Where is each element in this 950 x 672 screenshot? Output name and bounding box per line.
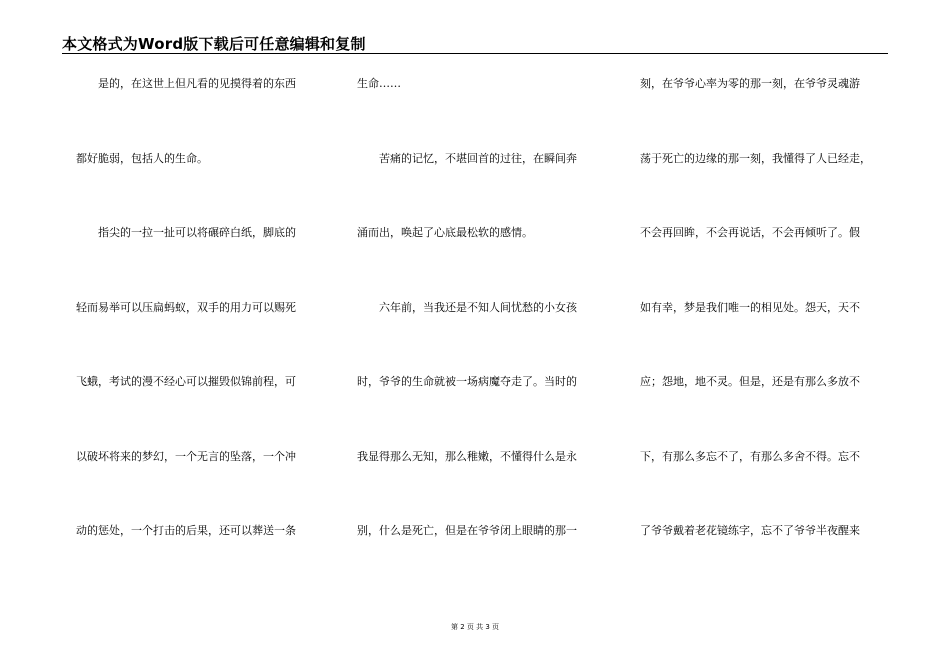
- text-line: 我显得那么无知，那么稚嫩，不懂得什么是永: [357, 449, 577, 463]
- text-line: 飞蛾，考试的漫不经心可以摧毁似锦前程，可: [76, 375, 296, 388]
- text-column-1: [76, 74, 324, 596]
- text-line: 指尖的一拉一扯可以将碾碎白纸，脚底的: [76, 226, 296, 239]
- document-header-title: 本文格式为Word版下载后可任意编辑和复制: [62, 35, 366, 53]
- text-line: 应；怨地，地不灵。但是，还是有那么多放不: [640, 375, 860, 388]
- text-line: 别，什么是死亡，但是在爷爷闭上眼睛的那一: [357, 524, 577, 537]
- text-line: 苦痛的记忆，不堪回首的过往，在瞬间奔: [357, 151, 577, 165]
- page-number: 第 2 页 共 3 页: [450, 623, 500, 631]
- text-column-3: [640, 74, 890, 596]
- text-line: 以破坏将来的梦幻，一个无言的坠落，一个冲: [76, 449, 296, 463]
- text-line: 如有幸，梦是我们唯一的相见处。怨天，天不: [640, 300, 860, 314]
- text-line: 了爷爷戴着老花镜练字，忘不了爷爷半夜醒来: [640, 524, 860, 537]
- text-line: 下，有那么多忘不了，有那么多舍不得。忘不: [640, 449, 860, 463]
- text-line: 生命……: [357, 77, 401, 90]
- text-line: 荡于死亡的边缘的那一刻，我懂得了人已经走，: [640, 151, 871, 165]
- text-line: 是的，在这世上但凡看的见摸得着的东西: [76, 77, 296, 90]
- text-line: 不会再回眸，不会再说话，不会再倾听了。假: [640, 226, 860, 239]
- text-line: 刻，在爷爷心率为零的那一刻，在爷爷灵魂游: [640, 77, 860, 90]
- text-line: 涌而出，唤起了心底最松软的感情。: [357, 226, 533, 239]
- text-line: 时，爷爷的生命就被一场病魔夺走了。当时的: [357, 375, 577, 388]
- text-column-2: [357, 74, 605, 596]
- text-line: 动的惩处，一个打击的后果，还可以葬送一条: [76, 524, 296, 537]
- text-line: 六年前，当我还是不知人间忧愁的小女孩: [357, 300, 577, 314]
- text-line: 轻而易举可以压扁蚂蚁，双手的用力可以赐死: [76, 300, 296, 314]
- header-rule: [62, 53, 888, 54]
- text-line: 都好脆弱，包括人的生命。: [76, 151, 208, 165]
